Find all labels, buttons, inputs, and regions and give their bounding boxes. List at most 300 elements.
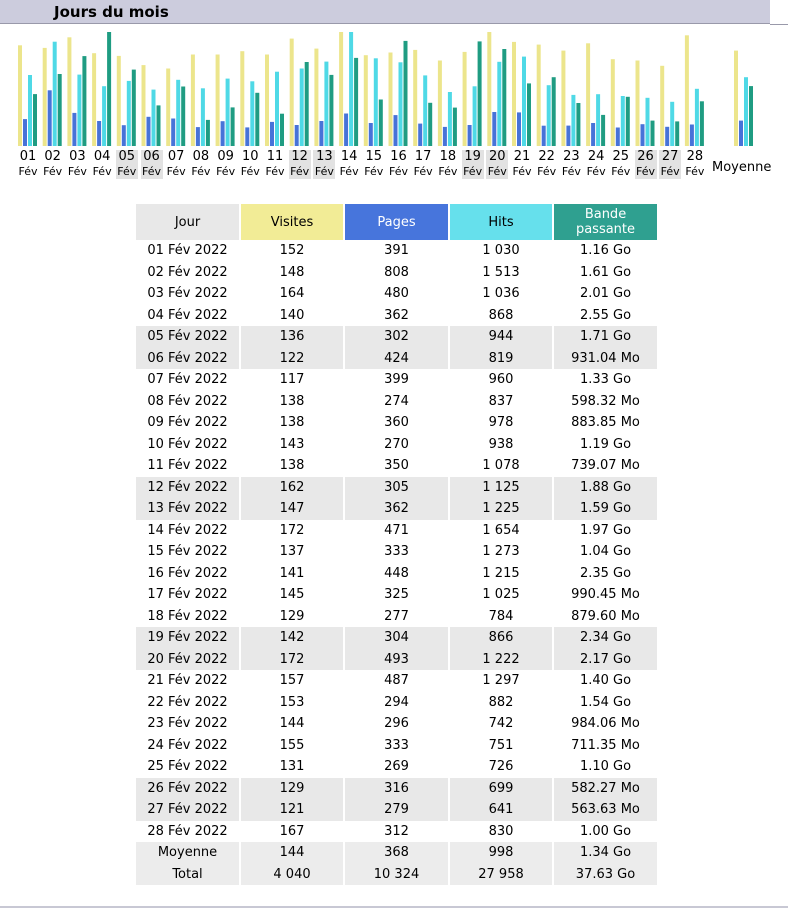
bar-hits-10 <box>250 81 254 146</box>
bar-hits-12 <box>300 69 304 147</box>
cell-bande-passante: 711.35 Mo <box>554 735 659 757</box>
day-label-number: 08 <box>192 149 210 164</box>
bar-hits-25 <box>621 96 625 146</box>
day-label-month: Fév <box>166 165 186 178</box>
cell-jour: 18 Fév 2022 <box>136 606 241 628</box>
day-label-month: Fév <box>586 165 606 178</box>
day-label-number: 16 <box>390 149 407 164</box>
bar-pages-09 <box>221 121 225 146</box>
cell-hits: 751 <box>450 735 554 757</box>
bar-bandwidth-26 <box>651 121 655 146</box>
table-row <box>136 563 659 585</box>
table-row <box>136 412 659 434</box>
day-label-month: Fév <box>240 165 260 178</box>
bar-visits-08 <box>191 55 195 147</box>
day-label-number: 05 <box>118 149 136 164</box>
table-row <box>136 670 659 692</box>
day-label-number: 03 <box>69 149 86 164</box>
cell-bande-passante: 739.07 Mo <box>554 455 659 477</box>
bar-bandwidth-17 <box>428 103 432 146</box>
cell-jour: 15 Fév 2022 <box>136 541 241 563</box>
bar-visits-17 <box>413 50 417 146</box>
bar-pages-07 <box>171 119 175 147</box>
bar-visits-04 <box>92 53 96 146</box>
bar-pages-24 <box>591 123 595 146</box>
day-label-18 <box>437 150 459 179</box>
col-header-visites: Visites <box>241 204 345 240</box>
cell-bande-passante: 1.97 Go <box>554 520 659 542</box>
cell-jour: 02 Fév 2022 <box>136 262 241 284</box>
cell-hits: 699 <box>450 778 554 800</box>
cell-hits: 1 036 <box>450 283 554 305</box>
cell-bande-passante: 1.54 Go <box>554 692 659 714</box>
bar-bandwidth-09 <box>231 107 235 146</box>
bar-hits-01 <box>28 75 32 146</box>
cell-bande-passante: 1.10 Go <box>554 756 659 778</box>
bar-hits-06 <box>152 90 156 146</box>
table-row <box>136 262 659 284</box>
day-label-month: Fév <box>685 165 705 178</box>
cell-visites: 162 <box>241 477 345 499</box>
day-label-month: Fév <box>43 165 63 178</box>
cell-bande-passante: 598.32 Mo <box>554 391 659 413</box>
day-label-03 <box>66 150 88 179</box>
bar-visits-23 <box>561 51 565 146</box>
header-rule <box>770 24 788 25</box>
cell-jour: 16 Fév 2022 <box>136 563 241 585</box>
cell-visites: 167 <box>241 821 345 843</box>
day-label-06 <box>141 150 163 179</box>
cell-hits: 784 <box>450 606 554 628</box>
cell-bande-passante: 1.16 Go <box>554 240 659 262</box>
table-body <box>136 240 659 885</box>
day-label-26 <box>635 150 657 179</box>
cell-bande-passante: 2.55 Go <box>554 305 659 327</box>
table-row <box>136 649 659 671</box>
cell-pages: 471 <box>345 520 450 542</box>
bar-visits-16 <box>389 53 393 147</box>
cell-hits: 998 <box>450 842 554 864</box>
bar-bandwidth-07 <box>181 87 185 147</box>
day-label-month: Fév <box>487 165 507 178</box>
cell-pages: 269 <box>345 756 450 778</box>
cell-jour: 05 Fév 2022 <box>136 326 241 348</box>
day-label-number: 14 <box>340 149 358 164</box>
day-label-01 <box>17 150 39 179</box>
day-label-number: 26 <box>637 149 654 164</box>
bar-pages-26 <box>641 124 645 146</box>
cell-visites: 138 <box>241 391 345 413</box>
daily-bar-chart <box>0 26 788 148</box>
bar-visits-15 <box>364 55 368 146</box>
total-row <box>136 864 659 886</box>
table-header-row <box>136 204 659 240</box>
day-label-number: 07 <box>167 149 185 164</box>
cell-visites: 164 <box>241 283 345 305</box>
cell-jour: 23 Fév 2022 <box>136 713 241 735</box>
cell-hits: 944 <box>450 326 554 348</box>
bar-hits-14 <box>349 32 353 146</box>
bar-pages-13 <box>319 121 323 146</box>
cell-jour: 08 Fév 2022 <box>136 391 241 413</box>
cell-hits: 837 <box>450 391 554 413</box>
bar-bandwidth-18 <box>453 108 457 146</box>
bar-bandwidth-12 <box>305 62 309 146</box>
cell-pages: 448 <box>345 563 450 585</box>
cell-jour: Moyenne <box>136 842 241 864</box>
table-row <box>136 283 659 305</box>
day-label-number: 06 <box>143 149 160 164</box>
cell-pages: 312 <box>345 821 450 843</box>
cell-visites: 122 <box>241 348 345 370</box>
cell-jour: 03 Fév 2022 <box>136 283 241 305</box>
cell-jour: 25 Fév 2022 <box>136 756 241 778</box>
day-label-number: 19 <box>464 149 481 164</box>
bar-pages-28 <box>690 125 694 147</box>
table-row <box>136 391 659 413</box>
day-label-24 <box>585 150 607 179</box>
cell-pages: 325 <box>345 584 450 606</box>
bar-hits-13 <box>324 62 328 146</box>
cell-bande-passante: 879.60 Mo <box>554 606 659 628</box>
day-label-month: Fév <box>290 165 310 178</box>
day-label-month: Fév <box>191 165 211 178</box>
day-label-number: 17 <box>414 149 432 164</box>
bar-bandwidth-28 <box>700 101 704 146</box>
bar-visits-27 <box>660 66 664 146</box>
cell-jour: 27 Fév 2022 <box>136 799 241 821</box>
bar-hits-05 <box>127 81 131 146</box>
day-label-month: Fév <box>265 165 285 178</box>
cell-visites: 121 <box>241 799 345 821</box>
cell-jour: 14 Fév 2022 <box>136 520 241 542</box>
bar-hits-26 <box>646 98 650 146</box>
table-row <box>136 799 659 821</box>
cell-pages: 305 <box>345 477 450 499</box>
day-label-month: Fév <box>611 165 631 178</box>
bar-visits-06 <box>142 65 146 146</box>
bar-pages-14 <box>344 114 348 147</box>
cell-hits: 1 273 <box>450 541 554 563</box>
table-row <box>136 520 659 542</box>
bar-pages-19 <box>468 125 472 146</box>
table-row <box>136 756 659 778</box>
table-row <box>136 821 659 843</box>
section-header <box>0 0 770 24</box>
day-label-09 <box>215 150 237 179</box>
day-label-month: Fév <box>413 165 433 178</box>
cell-visites: 172 <box>241 649 345 671</box>
day-label-08 <box>190 150 212 179</box>
cell-bande-passante: 1.88 Go <box>554 477 659 499</box>
cell-visites: 147 <box>241 498 345 520</box>
cell-pages: 304 <box>345 627 450 649</box>
bar-hits-04 <box>102 86 106 146</box>
bar-pages-15 <box>369 123 373 146</box>
day-label-month: Fév <box>67 165 87 178</box>
cell-hits: 1 513 <box>450 262 554 284</box>
bar-bandwidth-15 <box>379 100 383 147</box>
day-label-month: Fév <box>141 165 161 178</box>
bar-pages-21 <box>517 112 521 146</box>
bar-visits-12 <box>290 39 294 146</box>
day-label-number: 18 <box>439 149 457 164</box>
table-row <box>136 606 659 628</box>
cell-pages: 350 <box>345 455 450 477</box>
table-row <box>136 455 659 477</box>
day-label-15 <box>363 150 385 179</box>
cell-jour: Total <box>136 864 241 886</box>
cell-hits: 641 <box>450 799 554 821</box>
table-row <box>136 692 659 714</box>
day-label-21 <box>511 150 533 179</box>
cell-bande-passante: 582.27 Mo <box>554 778 659 800</box>
bar-hits-11 <box>275 72 279 146</box>
cell-hits: 1 297 <box>450 670 554 692</box>
cell-pages: 333 <box>345 735 450 757</box>
bar-pages-11 <box>270 122 274 146</box>
bar-pages-08 <box>196 127 200 146</box>
bar-pages-22 <box>542 126 546 146</box>
cell-pages: 487 <box>345 670 450 692</box>
bar-hits-18 <box>448 92 452 146</box>
cell-pages: 808 <box>345 262 450 284</box>
cell-pages: 333 <box>345 541 450 563</box>
bar-visits-07 <box>166 69 170 147</box>
day-label-05 <box>116 150 138 179</box>
bar-bandwidth-24 <box>601 115 605 146</box>
bar-pages-25 <box>616 128 620 147</box>
cell-hits: 1 025 <box>450 584 554 606</box>
col-header-hits: Hits <box>450 204 554 240</box>
cell-pages: 274 <box>345 391 450 413</box>
bar-bandwidth-06 <box>157 105 161 146</box>
bar-bandwidth-11 <box>280 114 284 146</box>
day-label-month: Fév <box>18 165 38 178</box>
day-label-22 <box>536 150 558 179</box>
bar-hits-23 <box>571 95 575 146</box>
bar-bandwidth-03 <box>82 56 86 146</box>
cell-hits: 1 225 <box>450 498 554 520</box>
bar-visits-13 <box>314 49 318 146</box>
day-label-16 <box>388 150 410 179</box>
bar-pages-05 <box>122 125 126 146</box>
bar-pages-04 <box>97 121 101 146</box>
cell-visites: 138 <box>241 455 345 477</box>
bar-pages-18 <box>443 127 447 146</box>
cell-visites: 129 <box>241 606 345 628</box>
bar-visits-22 <box>537 45 541 146</box>
bar-hits-21 <box>522 57 526 146</box>
bar-visits-28 <box>685 35 689 146</box>
day-label-month: Fév <box>216 165 236 178</box>
bar-visits-20 <box>487 32 491 146</box>
cell-visites: 143 <box>241 434 345 456</box>
bar-visits-14 <box>339 32 343 146</box>
day-label-12 <box>289 150 311 179</box>
day-label-25 <box>610 150 632 179</box>
day-label-number: 21 <box>513 149 531 164</box>
cell-jour: 21 Fév 2022 <box>136 670 241 692</box>
day-label-number: 15 <box>365 149 383 164</box>
table-row <box>136 434 659 456</box>
cell-hits: 742 <box>450 713 554 735</box>
cell-bande-passante: 1.71 Go <box>554 326 659 348</box>
cell-pages: 294 <box>345 692 450 714</box>
day-label-month: Fév <box>537 165 557 178</box>
table-row <box>136 541 659 563</box>
cell-jour: 09 Fév 2022 <box>136 412 241 434</box>
day-label-07 <box>165 150 187 179</box>
bar-bandwidth-04 <box>107 32 111 146</box>
day-label-month: Fév <box>512 165 532 178</box>
cell-pages: 391 <box>345 240 450 262</box>
cell-jour: 06 Fév 2022 <box>136 348 241 370</box>
day-label-27 <box>659 150 681 179</box>
cell-hits: 27 958 <box>450 864 554 886</box>
table-row <box>136 326 659 348</box>
cell-jour: 04 Fév 2022 <box>136 305 241 327</box>
bar-visits-25 <box>611 59 615 146</box>
cell-visites: 157 <box>241 670 345 692</box>
bar-hits-08 <box>201 88 205 146</box>
bar-bandwidth-02 <box>58 74 62 146</box>
table-row <box>136 627 659 649</box>
day-label-04 <box>91 150 113 179</box>
day-label-28 <box>684 150 706 179</box>
day-label-number: 10 <box>242 149 259 164</box>
cell-bande-passante: 1.59 Go <box>554 498 659 520</box>
day-label-month: Fév <box>463 165 483 178</box>
bar-hits-24 <box>596 94 600 146</box>
day-label-02 <box>42 150 64 179</box>
cell-bande-passante: 2.01 Go <box>554 283 659 305</box>
col-header-jour: Jour <box>136 204 241 240</box>
day-label-month: Fév <box>660 165 680 178</box>
cell-visites: 172 <box>241 520 345 542</box>
table-row <box>136 713 659 735</box>
cell-bande-passante: 2.17 Go <box>554 649 659 671</box>
table-row <box>136 369 659 391</box>
cell-hits: 868 <box>450 305 554 327</box>
bar-hits-15 <box>374 58 378 146</box>
cell-pages: 424 <box>345 348 450 370</box>
bar-hits-09 <box>226 79 230 146</box>
cell-pages: 368 <box>345 842 450 864</box>
cell-jour: 10 Fév 2022 <box>136 434 241 456</box>
day-label-number: 01 <box>19 149 37 164</box>
cell-hits: 726 <box>450 756 554 778</box>
cell-jour: 12 Fév 2022 <box>136 477 241 499</box>
table-row <box>136 735 659 757</box>
bar-pages-02 <box>48 90 52 146</box>
bar-pages-01 <box>23 119 27 146</box>
bar-hits-20 <box>497 62 501 146</box>
cell-jour: 13 Fév 2022 <box>136 498 241 520</box>
cell-jour: 24 Fév 2022 <box>136 735 241 757</box>
cell-hits: 1 215 <box>450 563 554 585</box>
bar-hits-03 <box>77 75 81 146</box>
cell-bande-passante: 1.19 Go <box>554 434 659 456</box>
bar-hits-moyenne <box>744 77 748 146</box>
day-label-23 <box>560 150 582 179</box>
day-label-number: 02 <box>44 149 61 164</box>
cell-visites: 153 <box>241 692 345 714</box>
day-label-month: Fév <box>635 165 655 178</box>
cell-visites: 155 <box>241 735 345 757</box>
average-row <box>136 842 659 864</box>
day-label-number: 28 <box>686 149 704 164</box>
bar-hits-17 <box>423 75 427 146</box>
table-row <box>136 477 659 499</box>
cell-hits: 1 125 <box>450 477 554 499</box>
bar-visits-21 <box>512 42 516 146</box>
cell-bande-passante: 1.04 Go <box>554 541 659 563</box>
bar-bandwidth-20 <box>502 49 506 146</box>
bar-bandwidth-08 <box>206 120 210 146</box>
bar-pages-12 <box>295 125 299 146</box>
day-label-month: Fév <box>561 165 581 178</box>
day-label-number: 12 <box>291 149 308 164</box>
cell-pages: 302 <box>345 326 450 348</box>
day-label-number: 24 <box>587 149 605 164</box>
day-label-13 <box>313 150 335 179</box>
cell-visites: 144 <box>241 713 345 735</box>
day-label-19 <box>462 150 484 179</box>
bar-pages-27 <box>665 127 669 146</box>
cell-bande-passante: 1.61 Go <box>554 262 659 284</box>
bar-visits-18 <box>438 61 442 147</box>
day-label-month: Fév <box>117 165 137 178</box>
table-row <box>136 584 659 606</box>
table-row <box>136 348 659 370</box>
cell-pages: 10 324 <box>345 864 450 886</box>
bar-hits-28 <box>695 89 699 146</box>
day-label-number: 13 <box>316 149 333 164</box>
cell-bande-passante: 1.40 Go <box>554 670 659 692</box>
table-row <box>136 305 659 327</box>
bar-pages-23 <box>566 126 570 146</box>
cell-visites: 148 <box>241 262 345 284</box>
cell-pages: 362 <box>345 498 450 520</box>
bar-visits-02 <box>43 48 47 146</box>
day-label-number: 20 <box>489 149 506 164</box>
bar-pages-moyenne <box>739 121 743 146</box>
cell-visites: 137 <box>241 541 345 563</box>
cell-bande-passante: 931.04 Mo <box>554 348 659 370</box>
cell-visites: 145 <box>241 584 345 606</box>
bar-pages-20 <box>492 112 496 146</box>
bar-hits-02 <box>53 42 57 146</box>
day-label-month: Fév <box>438 165 458 178</box>
bar-visits-26 <box>636 61 640 147</box>
table-row <box>136 498 659 520</box>
cell-jour: 07 Fév 2022 <box>136 369 241 391</box>
bar-bandwidth-moyenne <box>749 86 753 146</box>
bar-pages-06 <box>147 117 151 146</box>
cell-hits: 1 654 <box>450 520 554 542</box>
day-label-11 <box>264 150 286 179</box>
cell-bande-passante: 2.35 Go <box>554 563 659 585</box>
day-label-number: 23 <box>563 149 580 164</box>
cell-hits: 960 <box>450 369 554 391</box>
cell-pages: 480 <box>345 283 450 305</box>
bar-visits-11 <box>265 55 269 147</box>
cell-bande-passante: 1.33 Go <box>554 369 659 391</box>
bar-hits-07 <box>176 80 180 146</box>
cell-hits: 866 <box>450 627 554 649</box>
day-label-number: 22 <box>538 149 555 164</box>
